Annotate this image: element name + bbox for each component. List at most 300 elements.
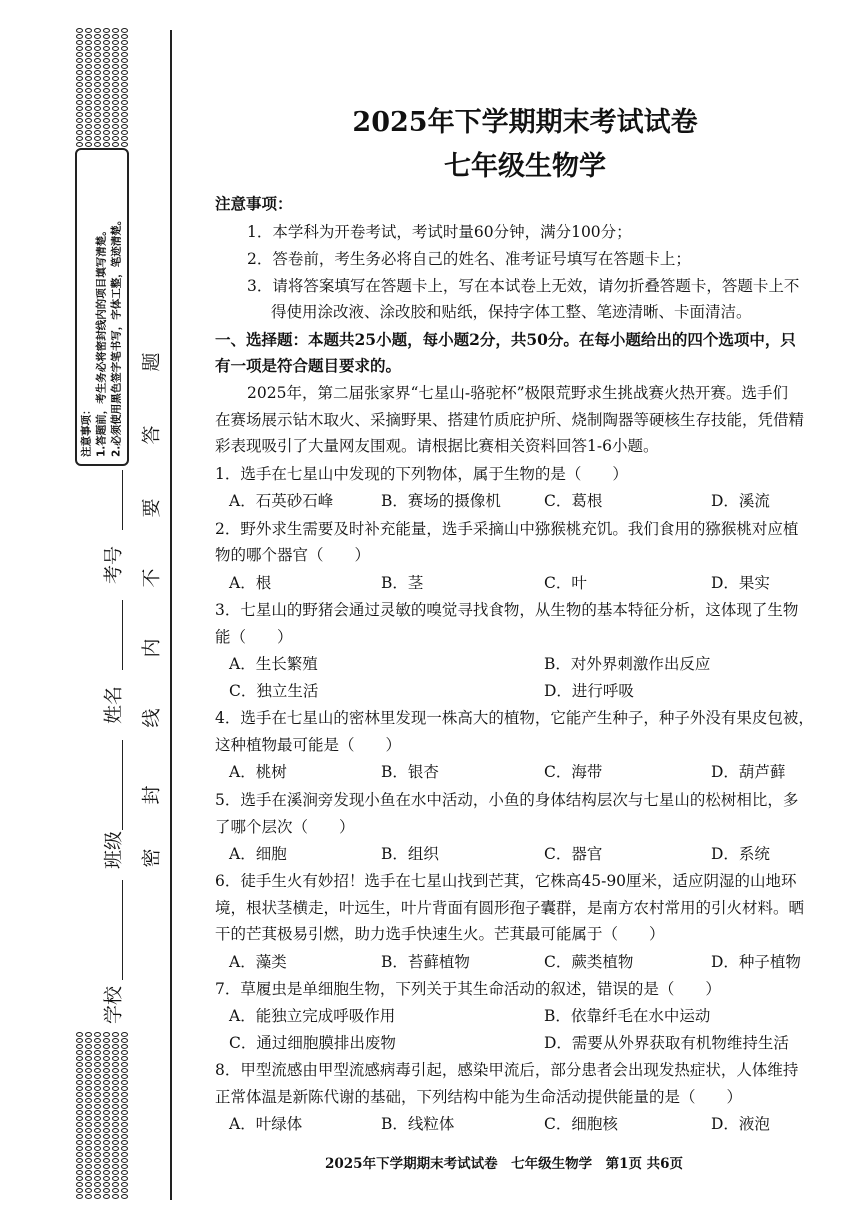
option-c[interactable]: C．器官 [544,845,603,863]
perforation-oval [76,1170,83,1175]
question-stem: 1．选手在七星山中发现的下列物体，属于生物的是（ ） [215,465,628,483]
perforation-oval [112,1098,119,1103]
perforation-oval [103,106,110,111]
perforation-oval [76,52,83,57]
perforation-oval [121,94,128,99]
perforation-oval [112,1164,119,1169]
binding-notice-line: 1.答题前，考生务必将密封线内的项目填写清楚。 [95,225,108,457]
perforation-oval [121,1056,128,1061]
option-c[interactable]: C．蕨类植物 [544,953,634,971]
perforation-oval [76,88,83,93]
perforation-oval [85,1140,92,1145]
option-a[interactable]: A．生长繁殖 [229,655,318,673]
perforation-oval [76,1044,83,1049]
perforation-oval [85,1104,92,1109]
perforation-oval [85,88,92,93]
perforation-oval [76,100,83,105]
perforation-oval [76,1050,83,1055]
perforation-oval [76,1092,83,1097]
perforation-oval [103,1074,110,1079]
perforation-oval [85,1182,92,1187]
perforation-oval [85,1134,92,1139]
perforation-oval [121,1164,128,1169]
perforation-oval [94,136,101,141]
perforation-oval [76,82,83,87]
perforation-oval [76,1146,83,1151]
perforation-oval [85,1158,92,1163]
perforation-oval [112,136,119,141]
perforation-oval [76,1128,83,1133]
perforation-oval [85,1032,92,1037]
perforation-oval [112,1194,119,1199]
perforation-oval [121,1140,128,1145]
perforation-oval [85,1050,92,1055]
perforation-oval [121,1038,128,1043]
perforation-oval [94,1158,101,1163]
option-d[interactable]: D．溪流 [711,492,770,510]
perforation-oval [85,64,92,69]
perforation-oval [76,1098,83,1103]
perforation-oval [94,1122,101,1127]
perforation-oval [103,1194,110,1199]
perforation-oval [85,1110,92,1115]
perforation-oval [112,1152,119,1157]
option-a[interactable]: A．石英砂石峰 [229,492,334,510]
option-d[interactable]: D．进行呼吸 [544,682,634,700]
perforation-oval [94,1056,101,1061]
perforation-oval [85,34,92,39]
perforation-oval [121,1182,128,1187]
perforation-oval [85,1116,92,1121]
perforation-oval [103,1158,110,1163]
perforation-oval [103,130,110,135]
option-a[interactable]: A．能独立完成呼吸作用 [229,1007,396,1025]
perforation-oval [103,1134,110,1139]
seal-char: 线 [140,708,163,728]
perforation-oval [94,1182,101,1187]
perforation-oval [94,130,101,135]
perforation-oval [103,136,110,141]
perforation-oval [76,1032,83,1037]
notes-item: 1．本学科为开卷考试，考试时量60分钟，满分100分； [247,223,632,241]
perforation-oval [94,1074,101,1079]
perforation-oval [76,1110,83,1115]
perforation-oval [121,70,128,75]
perforation-oval [103,1146,110,1151]
perforation-oval [85,106,92,111]
option-b[interactable]: B．茎 [381,574,424,592]
perforation-oval [121,1110,128,1115]
perforation-oval [94,118,101,123]
perforation-oval [112,88,119,93]
perforation-oval [112,1074,119,1079]
question-options [229,652,829,674]
perforation-oval [94,34,101,39]
option-b[interactable]: B．赛场的摄像机 [381,492,501,510]
perforation-oval [121,1152,128,1157]
perforation-oval [103,1050,110,1055]
perforation-oval [121,28,128,33]
perforation-oval [103,34,110,39]
perforation-oval [76,142,83,147]
option-b[interactable]: B．苔藓植物 [381,953,470,971]
option-d[interactable]: D．果实 [711,574,770,592]
perforation-oval [112,70,119,75]
perforation-oval [112,1122,119,1127]
option-d[interactable]: D．葫芦藓 [711,763,786,781]
perforation-oval [103,142,110,147]
perforation-oval [94,88,101,93]
perforation-oval [76,124,83,129]
perforation-oval [94,1188,101,1193]
question-stem: 正常体温是新陈代谢的基础，下列结构中能为生命活动提供能量的是（ ） [215,1088,743,1106]
perforation-oval [85,1068,92,1073]
perforation-oval [112,106,119,111]
perforation-oval [94,52,101,57]
seal-char: 内 [140,638,163,658]
perforation-oval [103,112,110,117]
perforation-oval [94,100,101,105]
perforation-oval [76,70,83,75]
perforation-oval [85,1086,92,1091]
perforation-oval [85,58,92,63]
perforation-oval [112,1170,119,1175]
field-label-exam-no: 考号 [102,545,125,585]
perforation-oval [85,124,92,129]
perforation-oval [112,1092,119,1097]
perforation-oval [103,76,110,81]
perforation-oval [94,94,101,99]
perforation-oval [76,106,83,111]
perforation-oval [121,1170,128,1175]
option-c[interactable]: C．葛根 [544,492,603,510]
perforation-oval [85,130,92,135]
perforation-oval [121,100,128,105]
question-options [229,679,829,701]
perforation-oval [121,1146,128,1151]
perforation-oval [112,142,119,147]
perforation-oval [85,28,92,33]
perforation-oval [112,1158,119,1163]
option-c[interactable]: C．独立生活 [229,682,319,700]
perforation-oval [112,1086,119,1091]
perforation-oval [76,1104,83,1109]
question-stem: 3．七星山的野猪会通过灵敏的嗅觉寻找食物，从生物的基本特征分析，这体现了生物 [215,601,799,619]
perforation-oval [94,1176,101,1181]
perforation-oval [121,142,128,147]
perforation-oval [103,1140,110,1145]
question-options [229,842,829,864]
perforation-oval [121,1134,128,1139]
perforation-oval [112,1116,119,1121]
question-stem: 8．甲型流感由甲型流感病毒引起，感染甲流后，部分患者会出现发热症状，人体维持 [215,1061,799,1079]
perforation-oval [103,70,110,75]
perforation-oval [121,76,128,81]
field-label-class: 班级 [102,830,125,870]
perforation-oval [103,28,110,33]
question-options [229,1031,829,1053]
perforation-oval [121,1098,128,1103]
option-b[interactable]: B．对外界刺激作出反应 [544,655,711,673]
perforation-oval [121,130,128,135]
perforation-oval [76,1140,83,1145]
option-d[interactable]: D．种子植物 [711,953,801,971]
perforation-oval [94,1110,101,1115]
perforation-oval [112,76,119,81]
question-stem: 了哪个层次（ ） [215,818,355,836]
question-options [229,489,829,511]
perforation-oval [85,82,92,87]
perforation-oval [121,64,128,69]
perforation-oval [85,76,92,81]
perforation-oval [85,70,92,75]
option-c[interactable]: C．海带 [544,763,603,781]
perforation-oval [85,136,92,141]
intro-paragraph: 彩表现吸引了大量网友围观。请根据比赛相关资料回答1-6小题。 [215,437,659,455]
perforation-oval [76,112,83,117]
question-options [229,1112,829,1134]
question-stem: 2．野外求生需要及时补充能量，选手采摘山中猕猴桃充饥。我们食用的猕猴桃对应植 [215,520,799,538]
perforation-oval [85,1194,92,1199]
perforation-oval [121,1188,128,1193]
perforation-oval [112,1068,119,1073]
perforation-oval [112,118,119,123]
question-options [229,1004,829,1026]
perforation-oval [76,1062,83,1067]
perforation-oval [76,40,83,45]
perforation-oval [85,1152,92,1157]
perforation-oval [112,1032,119,1037]
perforation-oval [103,118,110,123]
perforation-oval [112,1104,119,1109]
option-b[interactable]: B．依靠纤毛在水中运动 [544,1007,711,1025]
perforation-oval [76,94,83,99]
perforation-oval [103,100,110,105]
perforation-row [74,1194,130,1200]
perforation-oval [103,64,110,69]
option-c[interactable]: C．叶 [544,574,587,592]
perforation-oval [94,1092,101,1097]
perforation-oval [85,100,92,105]
perforation-oval [94,1134,101,1139]
perforation-oval [112,1056,119,1061]
perforation-oval [112,1080,119,1085]
perforation-oval [85,1122,92,1127]
question-stem: 干的芒萁极易引燃，助力选手快速生火。芒萁最可能属于（ ） [215,925,665,943]
field-label-name: 姓名 [102,685,125,725]
perforation-oval [103,46,110,51]
binding-notice-line: 2.必须使用黑色签字笔书写，字体工整，笔迹清楚。 [110,214,123,457]
perforation-oval [94,1098,101,1103]
section-heading: 有一项是符合题目要求的。 [215,356,402,375]
perforation-oval [121,1116,128,1121]
perforation-oval [121,1176,128,1181]
perforation-oval [112,94,119,99]
perforation-oval [121,46,128,51]
perforation-oval [103,1170,110,1175]
perforation-oval [94,1170,101,1175]
perforation-oval [94,1128,101,1133]
perforation-oval [85,1128,92,1133]
perforation-oval [94,1194,101,1199]
perforation-oval [94,1086,101,1091]
perforation-oval [121,1074,128,1079]
perforation-oval [85,1044,92,1049]
perforation-oval [112,1146,119,1151]
perforation-oval [103,1068,110,1073]
perforation-oval [121,1104,128,1109]
perforation-oval [121,1194,128,1199]
perforation-oval [112,46,119,51]
perforation-oval [94,70,101,75]
perforation-oval [94,1164,101,1169]
seal-char: 密 [140,848,163,868]
perforation-oval [94,1140,101,1145]
perforation-oval [121,40,128,45]
perforation-oval [112,1176,119,1181]
perforation-oval [112,1044,119,1049]
question-stem: 5．选手在溪涧旁发现小鱼在水中活动，小鱼的身体结构层次与七星山的松树相比，多 [215,791,799,809]
notes-heading: 注意事项： [215,194,293,213]
perforation-oval [94,1032,101,1037]
section-heading: 一、选择题：本题共25小题，每小题2分，共50分。在每小题给出的四个选项中，只 [215,330,796,349]
option-b[interactable]: B．组织 [381,845,439,863]
intro-paragraph: 在赛场展示钻木取火、采摘野果、搭建竹质庇护所、烧制陶器等硬核生存技能，凭借精 [215,411,805,429]
perforation-oval [76,118,83,123]
perforation-oval [85,1098,92,1103]
option-b[interactable]: B．银杏 [381,763,439,781]
perforation-oval [121,82,128,87]
option-a[interactable]: A．根 [229,574,272,592]
perforation-oval [85,1038,92,1043]
perforation-oval [94,1146,101,1151]
perforation-oval [85,1188,92,1193]
perforation-oval [112,1134,119,1139]
binding-notice-box [75,148,129,466]
perforation-oval [103,40,110,45]
perforation-oval [103,1122,110,1127]
seal-char: 封 [140,785,163,805]
binding-notice-title: 注意事项： [80,404,93,457]
perforation-oval [76,1038,83,1043]
intro-paragraph: 2025年，第二届张家界“七星山-骆驼杯”极限荒野求生挑战赛火热开赛。选手们 [247,384,789,402]
page-footer: 2025年下学期期末考试试卷 七年级生物学 第1页 共6页 [325,1156,684,1172]
option-c[interactable]: C．通过细胞膜排出废物 [229,1034,396,1052]
perforation-oval [121,106,128,111]
perforation-oval [103,1032,110,1037]
option-a[interactable]: A．藻类 [229,953,287,971]
perforation-oval [85,52,92,57]
perforation-oval [103,1182,110,1187]
option-a[interactable]: A．叶绿体 [229,1115,303,1133]
perforation-oval [121,88,128,93]
perforation-oval [112,34,119,39]
option-d[interactable]: D．需要从外界获取有机物维持生活 [544,1034,789,1052]
option-d[interactable]: D．系统 [711,845,770,863]
perforation-oval [76,34,83,39]
perforation-oval [85,1146,92,1151]
perforation-oval [76,1122,83,1127]
perforation-oval [112,82,119,87]
perforation-oval [76,1182,83,1187]
option-a[interactable]: A．桃树 [229,763,287,781]
perforation-oval [112,1182,119,1187]
perforation-pattern-bottom [74,1032,130,1202]
question-options [229,950,829,972]
perforation-oval [103,1128,110,1133]
perforation-oval [76,64,83,69]
option-c[interactable]: C．细胞核 [544,1115,618,1133]
perforation-oval [121,34,128,39]
perforation-oval [85,1056,92,1061]
question-stem: 6．徒手生火有妙招！选手在七星山找到芒萁，它株高45-90厘米，适应阴湿的山地环 [215,872,797,890]
perforation-oval [76,1194,83,1199]
perforation-oval [85,118,92,123]
perforation-oval [85,1092,92,1097]
perforation-oval [94,1050,101,1055]
perforation-oval [76,1068,83,1073]
perforation-oval [76,1188,83,1193]
perforation-oval [76,46,83,51]
option-a[interactable]: A．细胞 [229,845,287,863]
perforation-oval [121,1128,128,1133]
perforation-oval [94,64,101,69]
perforation-oval [103,1098,110,1103]
perforation-oval [112,40,119,45]
perforation-oval [76,1056,83,1061]
perforation-oval [76,130,83,135]
perforation-oval [112,1140,119,1145]
option-b[interactable]: B．线粒体 [381,1115,455,1133]
perforation-oval [76,136,83,141]
exam-title: 2025年下学期期末考试试卷 [352,107,698,138]
perforation-oval [94,1068,101,1073]
perforation-oval [121,112,128,117]
perforation-oval [85,1164,92,1169]
perforation-oval [76,1158,83,1163]
perforation-oval [94,1038,101,1043]
perforation-oval [103,1092,110,1097]
perforation-oval [94,1152,101,1157]
perforation-oval [121,1158,128,1163]
perforation-oval [94,124,101,129]
perforation-oval [85,1170,92,1175]
question-options [229,760,829,782]
option-d[interactable]: D．液泡 [711,1115,770,1133]
perforation-oval [103,1152,110,1157]
name-field[interactable] [122,740,123,830]
perforation-oval [103,1104,110,1109]
perforation-oval [103,1164,110,1169]
perforation-oval [103,88,110,93]
perforation-oval [85,46,92,51]
perforation-oval [121,1032,128,1037]
perforation-oval [94,106,101,111]
perforation-oval [103,1176,110,1181]
perforation-oval [76,1074,83,1079]
perforation-oval [94,40,101,45]
perforation-oval [103,1110,110,1115]
perforation-oval [103,1062,110,1067]
perforation-oval [103,1086,110,1091]
class-field[interactable] [122,880,123,980]
perforation-oval [94,1116,101,1121]
perforation-oval [103,1044,110,1049]
exam-no-field[interactable] [122,470,123,530]
perforation-oval [121,58,128,63]
perforation-oval [103,1188,110,1193]
question-stem: 7．草履虫是单细胞生物，下列关于其生命活动的叙述，错误的是（ ） [215,980,721,998]
